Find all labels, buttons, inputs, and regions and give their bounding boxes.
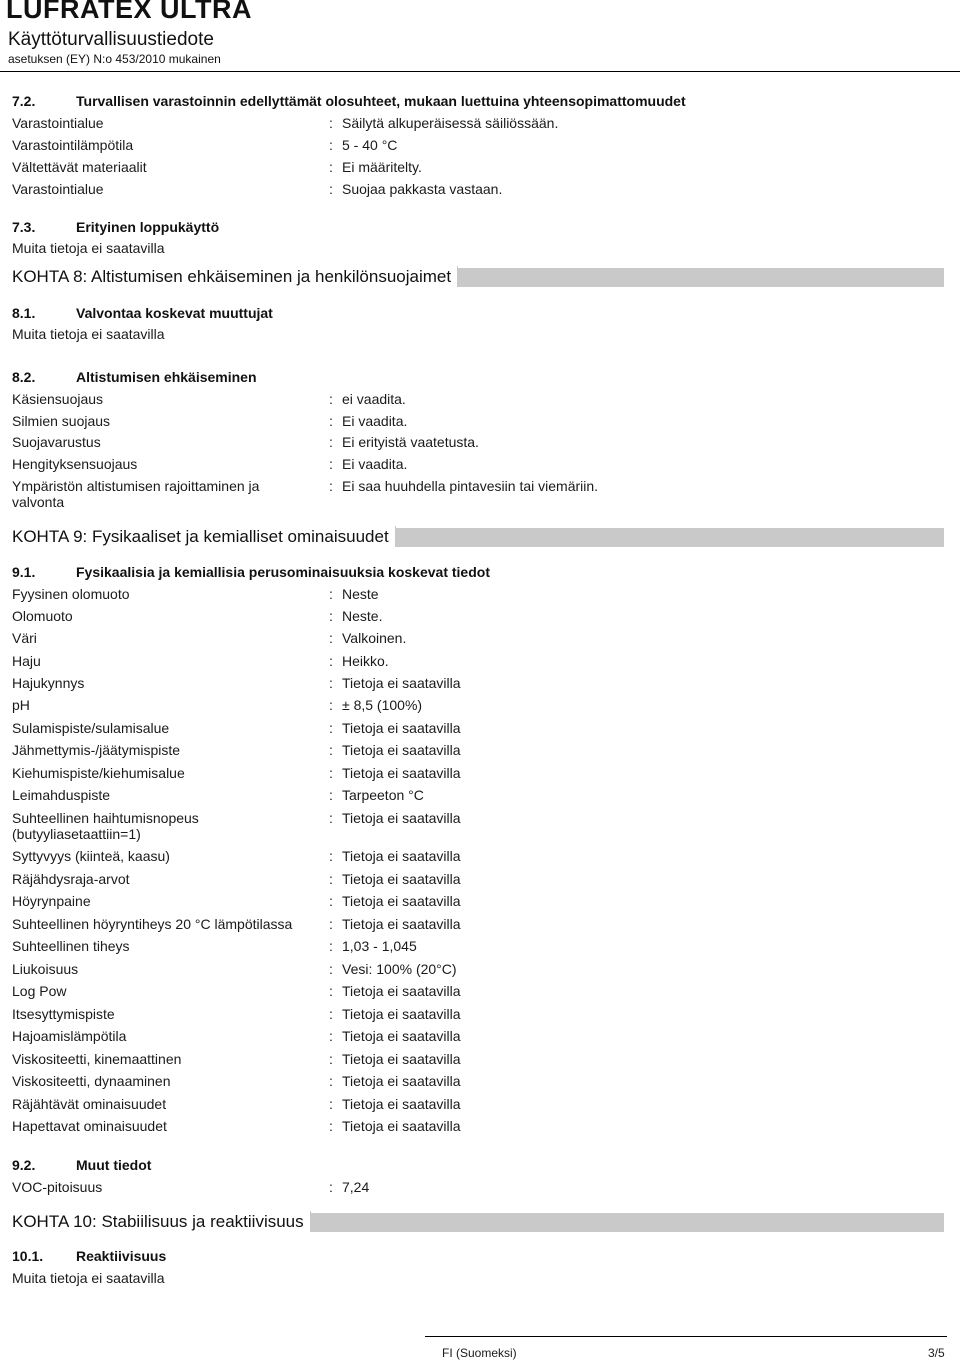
row-label: VOC-pitoisuus bbox=[12, 1179, 103, 1195]
row-label: Sulamispiste/sulamisalue bbox=[12, 720, 170, 736]
row-label: Käsiensuojaus bbox=[12, 391, 104, 407]
banner-title: KOHTA 9: Fysikaaliset ja kemialliset ominaisuudet bbox=[12, 526, 396, 547]
row-value: 1,03 - 1,045 bbox=[342, 938, 417, 954]
regulation-reference: asetuksen (EY) N:o 453/2010 mukainen bbox=[8, 52, 221, 66]
section-number: 8.2. bbox=[12, 369, 36, 385]
row-value: Tietoja ei saatavilla bbox=[342, 675, 461, 691]
row-value: Vesi: 100% (20°C) bbox=[342, 961, 457, 977]
row-value: Valkoinen. bbox=[342, 630, 407, 646]
row-separator: : bbox=[329, 181, 333, 197]
row-value: Tietoja ei saatavilla bbox=[342, 983, 461, 999]
footer-language: FI (Suomeksi) bbox=[442, 1346, 517, 1360]
row-value: Suojaa pakkasta vastaan. bbox=[342, 181, 503, 197]
section-number: 10.1. bbox=[12, 1248, 44, 1264]
row-separator: : bbox=[329, 1096, 333, 1112]
row-separator: : bbox=[329, 1118, 333, 1134]
row-separator: : bbox=[329, 115, 333, 131]
row-value: ei vaadita. bbox=[342, 391, 406, 407]
kohta-10-banner bbox=[12, 1213, 944, 1232]
row-label: Haju bbox=[12, 653, 41, 669]
row-label: pH bbox=[12, 697, 30, 713]
row-value: 5 - 40 °C bbox=[342, 137, 398, 153]
row-separator: : bbox=[329, 916, 333, 932]
section-number: 7.2. bbox=[12, 93, 36, 109]
row-label: Hengityksensuojaus bbox=[12, 456, 138, 472]
row-label: Viskositeetti, kinemaattinen bbox=[12, 1051, 182, 1067]
row-separator: : bbox=[329, 765, 333, 781]
kohta-9-banner bbox=[12, 528, 944, 547]
row-separator: : bbox=[329, 478, 333, 494]
row-label: Olomuoto bbox=[12, 608, 73, 624]
row-value: Tietoja ei saatavilla bbox=[342, 765, 461, 781]
row-separator: : bbox=[329, 938, 333, 954]
row-separator: : bbox=[329, 697, 333, 713]
row-value: Tietoja ei saatavilla bbox=[342, 1073, 461, 1089]
row-label: Varastointialue bbox=[12, 181, 104, 197]
row-label: Suhteellinen tiheys bbox=[12, 938, 130, 954]
row-separator: : bbox=[329, 1073, 333, 1089]
section-title: Valvontaa koskevat muuttujat bbox=[76, 305, 273, 321]
row-label: Suhteellinen höyryntiheys 20 °C lämpötilassa bbox=[12, 916, 293, 932]
row-separator: : bbox=[329, 983, 333, 999]
footer-divider bbox=[425, 1336, 947, 1337]
section-number: 9.2. bbox=[12, 1157, 36, 1173]
row-value: Heikko. bbox=[342, 653, 389, 669]
row-separator: : bbox=[329, 653, 333, 669]
row-value: Tietoja ei saatavilla bbox=[342, 893, 461, 909]
row-label: Hapettavat ominaisuudet bbox=[12, 1118, 167, 1134]
row-separator: : bbox=[329, 608, 333, 624]
row-value: Ei erityistä vaatetusta. bbox=[342, 434, 479, 450]
section-note: Muita tietoja ei saatavilla bbox=[12, 240, 165, 256]
header-divider bbox=[0, 71, 960, 72]
section-title: Muut tiedot bbox=[76, 1157, 152, 1173]
banner-title: KOHTA 10: Stabiilisuus ja reaktiivisuus bbox=[12, 1211, 311, 1232]
banner-title: KOHTA 8: Altistumisen ehkäiseminen ja henkilönsuojaimet bbox=[12, 266, 458, 287]
row-value: Tietoja ei saatavilla bbox=[342, 1028, 461, 1044]
row-separator: : bbox=[329, 893, 333, 909]
row-value: Säilytä alkuperäisessä säiliössään. bbox=[342, 115, 559, 131]
row-value: Tietoja ei saatavilla bbox=[342, 1096, 461, 1112]
row-separator: : bbox=[329, 413, 333, 429]
row-value: Tietoja ei saatavilla bbox=[342, 1051, 461, 1067]
section-title: Turvallisen varastoinnin edellyttämät olosuhteet, mukaan luettuina yhteensopimattomuudet bbox=[76, 93, 686, 109]
row-value: Tietoja ei saatavilla bbox=[342, 810, 461, 826]
row-label: Kiehumispiste/kiehumisalue bbox=[12, 765, 185, 781]
row-separator: : bbox=[329, 787, 333, 803]
row-value: Tietoja ei saatavilla bbox=[342, 1006, 461, 1022]
section-note: Muita tietoja ei saatavilla bbox=[12, 1270, 165, 1286]
row-separator: : bbox=[329, 456, 333, 472]
row-label: Leimahduspiste bbox=[12, 787, 111, 803]
section-number: 7.3. bbox=[12, 219, 36, 235]
row-label: Log Pow bbox=[12, 983, 67, 999]
row-label: Suojavarustus bbox=[12, 434, 101, 450]
row-label: Silmien suojaus bbox=[12, 413, 111, 429]
row-label: Ympäristön altistumisen rajoittaminen ja valvonta bbox=[12, 478, 260, 510]
row-value: Neste. bbox=[342, 608, 383, 624]
row-value: 7,24 bbox=[342, 1179, 370, 1195]
section-title: Reaktiivisuus bbox=[76, 1248, 167, 1264]
kohta-8-banner bbox=[12, 268, 944, 287]
row-value: Tietoja ei saatavilla bbox=[342, 871, 461, 887]
section-number: 9.1. bbox=[12, 564, 36, 580]
row-separator: : bbox=[329, 961, 333, 977]
row-separator: : bbox=[329, 137, 333, 153]
row-label: Viskositeetti, dynaaminen bbox=[12, 1073, 171, 1089]
row-label: Liukoisuus bbox=[12, 961, 79, 977]
row-label: Varastointialue bbox=[12, 115, 104, 131]
section-title: Altistumisen ehkäiseminen bbox=[76, 369, 257, 385]
row-label: Jähmettymis-/jäätymispiste bbox=[12, 742, 181, 758]
row-value: Tarpeeton °C bbox=[342, 787, 424, 803]
row-label: Räjähtävät ominaisuudet bbox=[12, 1096, 167, 1112]
row-separator: : bbox=[329, 630, 333, 646]
row-separator: : bbox=[329, 742, 333, 758]
row-label: Höyrynpaine bbox=[12, 893, 91, 909]
row-value: Ei vaadita. bbox=[342, 413, 408, 429]
row-label: Syttyvyys (kiinteä, kaasu) bbox=[12, 848, 170, 864]
section-note: Muita tietoja ei saatavilla bbox=[12, 326, 165, 342]
row-separator: : bbox=[329, 1051, 333, 1067]
section-number: 8.1. bbox=[12, 305, 36, 321]
section-title: Fysikaalisia ja kemiallisia perusominaisuuksia koskevat tiedot bbox=[76, 564, 490, 580]
row-separator: : bbox=[329, 586, 333, 602]
row-separator: : bbox=[329, 1006, 333, 1022]
row-separator: : bbox=[329, 810, 333, 826]
row-separator: : bbox=[329, 159, 333, 175]
row-label: Vältettävät materiaalit bbox=[12, 159, 147, 175]
row-separator: : bbox=[329, 871, 333, 887]
row-value: Tietoja ei saatavilla bbox=[342, 848, 461, 864]
row-value: ± 8,5 (100%) bbox=[342, 697, 423, 713]
row-value: Tietoja ei saatavilla bbox=[342, 742, 461, 758]
row-value: Ei määritelty. bbox=[342, 159, 422, 175]
row-separator: : bbox=[329, 1179, 333, 1195]
row-value: Ei saa huuhdella pintavesiin tai viemäriin. bbox=[342, 478, 599, 494]
row-value: Tietoja ei saatavilla bbox=[342, 916, 461, 932]
row-separator: : bbox=[329, 1028, 333, 1044]
row-separator: : bbox=[329, 675, 333, 691]
row-value: Ei vaadita. bbox=[342, 456, 408, 472]
row-value: Tietoja ei saatavilla bbox=[342, 720, 461, 736]
section-title: Erityinen loppukäyttö bbox=[76, 219, 220, 235]
row-label: Fyysinen olomuoto bbox=[12, 586, 130, 602]
row-label: Räjähdysraja-arvot bbox=[12, 871, 130, 887]
row-label: Hajoamislämpötila bbox=[12, 1028, 127, 1044]
row-label: Hajukynnys bbox=[12, 675, 85, 691]
row-separator: : bbox=[329, 434, 333, 450]
row-label: Itsesyttymispiste bbox=[12, 1006, 115, 1022]
row-label: Väri bbox=[12, 630, 37, 646]
row-value: Tietoja ei saatavilla bbox=[342, 1118, 461, 1134]
row-label: Suhteellinen haihtumisnopeus (butyyliasetaattiin=1) bbox=[12, 810, 199, 842]
product-name: LUFRATEX ULTRA bbox=[6, 0, 252, 24]
page-number: 3/5 bbox=[928, 1346, 945, 1360]
row-separator: : bbox=[329, 848, 333, 864]
row-separator: : bbox=[329, 720, 333, 736]
document-title: Käyttöturvallisuustiedote bbox=[8, 29, 214, 50]
row-value: Neste bbox=[342, 586, 379, 602]
row-separator: : bbox=[329, 391, 333, 407]
row-label: Varastointilämpötila bbox=[12, 137, 134, 153]
